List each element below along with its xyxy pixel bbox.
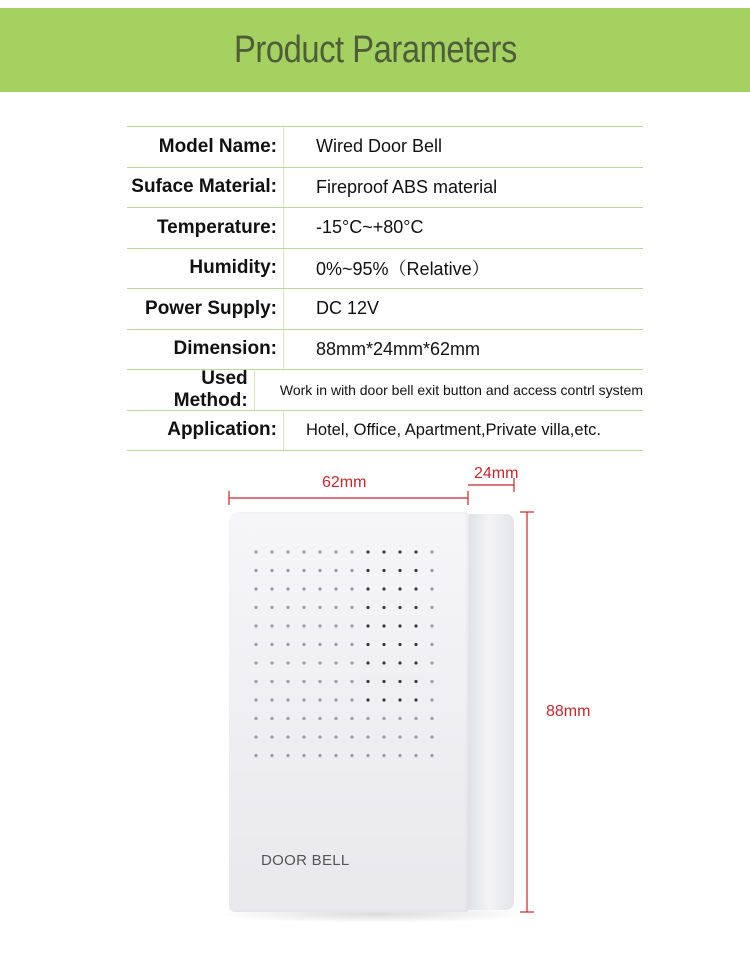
grille-hole (318, 606, 321, 609)
grille-hole (302, 569, 305, 572)
param-label: Model Name: (158, 135, 277, 157)
grille-hole (270, 680, 273, 683)
grille-hole (398, 569, 401, 572)
param-label: Dimension: (173, 338, 277, 360)
grille-hole (382, 606, 385, 609)
grille-hole (302, 624, 305, 627)
grille-hole (334, 624, 337, 627)
param-label: Power Supply: (145, 297, 277, 319)
width-dimension-label: 62mm (322, 474, 367, 491)
grille-hole (414, 680, 417, 683)
grille-hole (318, 587, 321, 590)
page-title: Product Parameters (233, 28, 517, 71)
grille-hole (398, 680, 401, 683)
grille-hole (382, 680, 385, 683)
grille-hole (302, 606, 305, 609)
grille-hole (414, 717, 417, 720)
grille-hole (430, 587, 433, 590)
grille-hole (334, 661, 337, 664)
grille-hole (430, 661, 433, 664)
grille-hole (398, 643, 401, 646)
grille-hole (430, 569, 433, 572)
grille-hole (366, 550, 369, 553)
grille-hole (270, 569, 273, 572)
grille-hole (318, 624, 321, 627)
grille-hole (414, 569, 417, 572)
grille-hole (382, 661, 385, 664)
grille-hole (398, 754, 401, 757)
grille-hole (398, 661, 401, 664)
grille-hole (318, 569, 321, 572)
grille-hole (302, 587, 305, 590)
grille-hole (270, 587, 273, 590)
device-brand-label: DOOR BELL (261, 852, 350, 869)
grille-hole (334, 587, 337, 590)
grille-hole (350, 717, 353, 720)
grille-hole (254, 550, 257, 553)
grille-hole (366, 735, 369, 738)
grille-hole (286, 735, 289, 738)
grille-hole (254, 698, 257, 701)
grille-hole (430, 735, 433, 738)
grille-hole (382, 735, 385, 738)
grille-hole (254, 643, 257, 646)
grille-hole (430, 606, 433, 609)
grille-hole (382, 717, 385, 720)
grille-hole (286, 587, 289, 590)
grille-hole (350, 698, 353, 701)
grille-hole (286, 606, 289, 609)
grille-hole (382, 550, 385, 553)
grille-hole (430, 680, 433, 683)
grille-hole (334, 643, 337, 646)
grille-hole (270, 624, 273, 627)
depth-dimension-label: 24mm (474, 465, 519, 482)
grille-hole (350, 661, 353, 664)
grille-hole (318, 550, 321, 553)
grille-hole (286, 680, 289, 683)
speaker-grille (229, 512, 469, 772)
param-value: DC 12V (316, 298, 380, 319)
grille-hole (270, 643, 273, 646)
grille-hole (350, 550, 353, 553)
grille-hole (366, 624, 369, 627)
grille-hole (430, 717, 433, 720)
grille-hole (382, 754, 385, 757)
grille-hole (382, 587, 385, 590)
grille-hole (414, 661, 417, 664)
grille-hole (286, 550, 289, 553)
grille-hole (334, 680, 337, 683)
grille-hole (414, 735, 417, 738)
grille-hole (270, 550, 273, 553)
grille-hole (350, 569, 353, 572)
grille-hole (414, 624, 417, 627)
grille-hole (302, 754, 305, 757)
door-bell-product-image (229, 512, 514, 912)
grille-hole (350, 606, 353, 609)
param-label: Humidity: (189, 257, 277, 279)
grille-hole (254, 587, 257, 590)
grille-hole (350, 587, 353, 590)
grille-hole (398, 698, 401, 701)
grille-hole (302, 680, 305, 683)
device-front-panel (229, 512, 469, 912)
grille-hole (254, 717, 257, 720)
param-value: Fireproof ABS material (316, 176, 498, 197)
grille-hole (270, 754, 273, 757)
param-value: 0%~95%（Relative） (316, 259, 490, 280)
grille-hole (430, 624, 433, 627)
grille-hole (398, 587, 401, 590)
param-label: Temperature: (156, 216, 277, 238)
grille-hole (398, 606, 401, 609)
grille-hole (270, 698, 273, 701)
grille-hole (366, 587, 369, 590)
grille-hole (318, 754, 321, 757)
param-label: Suface Material: (131, 176, 277, 198)
height-dimension-label: 88mm (546, 703, 591, 720)
grille-hole (382, 643, 385, 646)
grille-hole (414, 550, 417, 553)
grille-hole (430, 643, 433, 646)
grille-hole (414, 587, 417, 590)
grille-hole (382, 698, 385, 701)
grille-hole (414, 698, 417, 701)
grille-hole (302, 735, 305, 738)
grille-hole (286, 661, 289, 664)
grille-hole (302, 717, 305, 720)
param-value: Hotel, Office, Apartment,Private villa,etc. (306, 420, 601, 439)
grille-hole (382, 569, 385, 572)
grille-hole (398, 717, 401, 720)
grille-hole (286, 569, 289, 572)
grille-hole (270, 606, 273, 609)
grille-hole (350, 754, 353, 757)
grille-hole (366, 754, 369, 757)
grille-hole (350, 735, 353, 738)
grille-hole (318, 717, 321, 720)
grille-hole (334, 698, 337, 701)
grille-hole (318, 680, 321, 683)
grille-hole (414, 643, 417, 646)
grille-hole (286, 717, 289, 720)
param-value: -15°C~+80°C (316, 217, 424, 238)
grille-hole (366, 661, 369, 664)
grille-hole (254, 661, 257, 664)
grille-hole (398, 735, 401, 738)
grille-hole (254, 680, 257, 683)
param-value: Work in with door bell exit button and access contrl system (279, 381, 643, 398)
grille-hole (366, 680, 369, 683)
grille-hole (334, 717, 337, 720)
grille-hole (270, 661, 273, 664)
grille-hole (254, 754, 257, 757)
grille-hole (318, 661, 321, 664)
grille-hole (350, 624, 353, 627)
grille-hole (270, 735, 273, 738)
param-value: Wired Door Bell (316, 136, 443, 157)
grille-hole (302, 661, 305, 664)
device-side-panel (469, 514, 514, 910)
grille-hole (350, 643, 353, 646)
grille-hole (302, 643, 305, 646)
grille-hole (334, 550, 337, 553)
grille-hole (414, 754, 417, 757)
grille-hole (254, 735, 257, 738)
grille-hole (430, 754, 433, 757)
grille-hole (286, 754, 289, 757)
grille-hole (366, 606, 369, 609)
grille-hole (430, 698, 433, 701)
param-value: 88mm*24mm*62mm (316, 338, 481, 359)
grille-hole (318, 735, 321, 738)
grille-hole (350, 680, 353, 683)
grille-hole (334, 606, 337, 609)
grille-hole (398, 624, 401, 627)
grille-hole (366, 569, 369, 572)
grille-hole (254, 569, 257, 572)
grille-hole (430, 550, 433, 553)
grille-hole (382, 624, 385, 627)
param-label: Application: (167, 419, 277, 441)
grille-hole (302, 550, 305, 553)
grille-hole (334, 754, 337, 757)
grille-hole (366, 698, 369, 701)
grille-hole (318, 643, 321, 646)
grille-hole (286, 698, 289, 701)
grille-hole (318, 698, 321, 701)
grille-hole (366, 717, 369, 720)
grille-hole (286, 643, 289, 646)
grille-hole (398, 550, 401, 553)
grille-hole (302, 698, 305, 701)
grille-hole (366, 643, 369, 646)
grille-hole (286, 624, 289, 627)
grille-hole (334, 569, 337, 572)
param-label: Used Method: (173, 367, 248, 411)
grille-hole (414, 606, 417, 609)
grille-hole (270, 717, 273, 720)
grille-hole (254, 624, 257, 627)
grille-hole (254, 606, 257, 609)
grille-hole (334, 735, 337, 738)
